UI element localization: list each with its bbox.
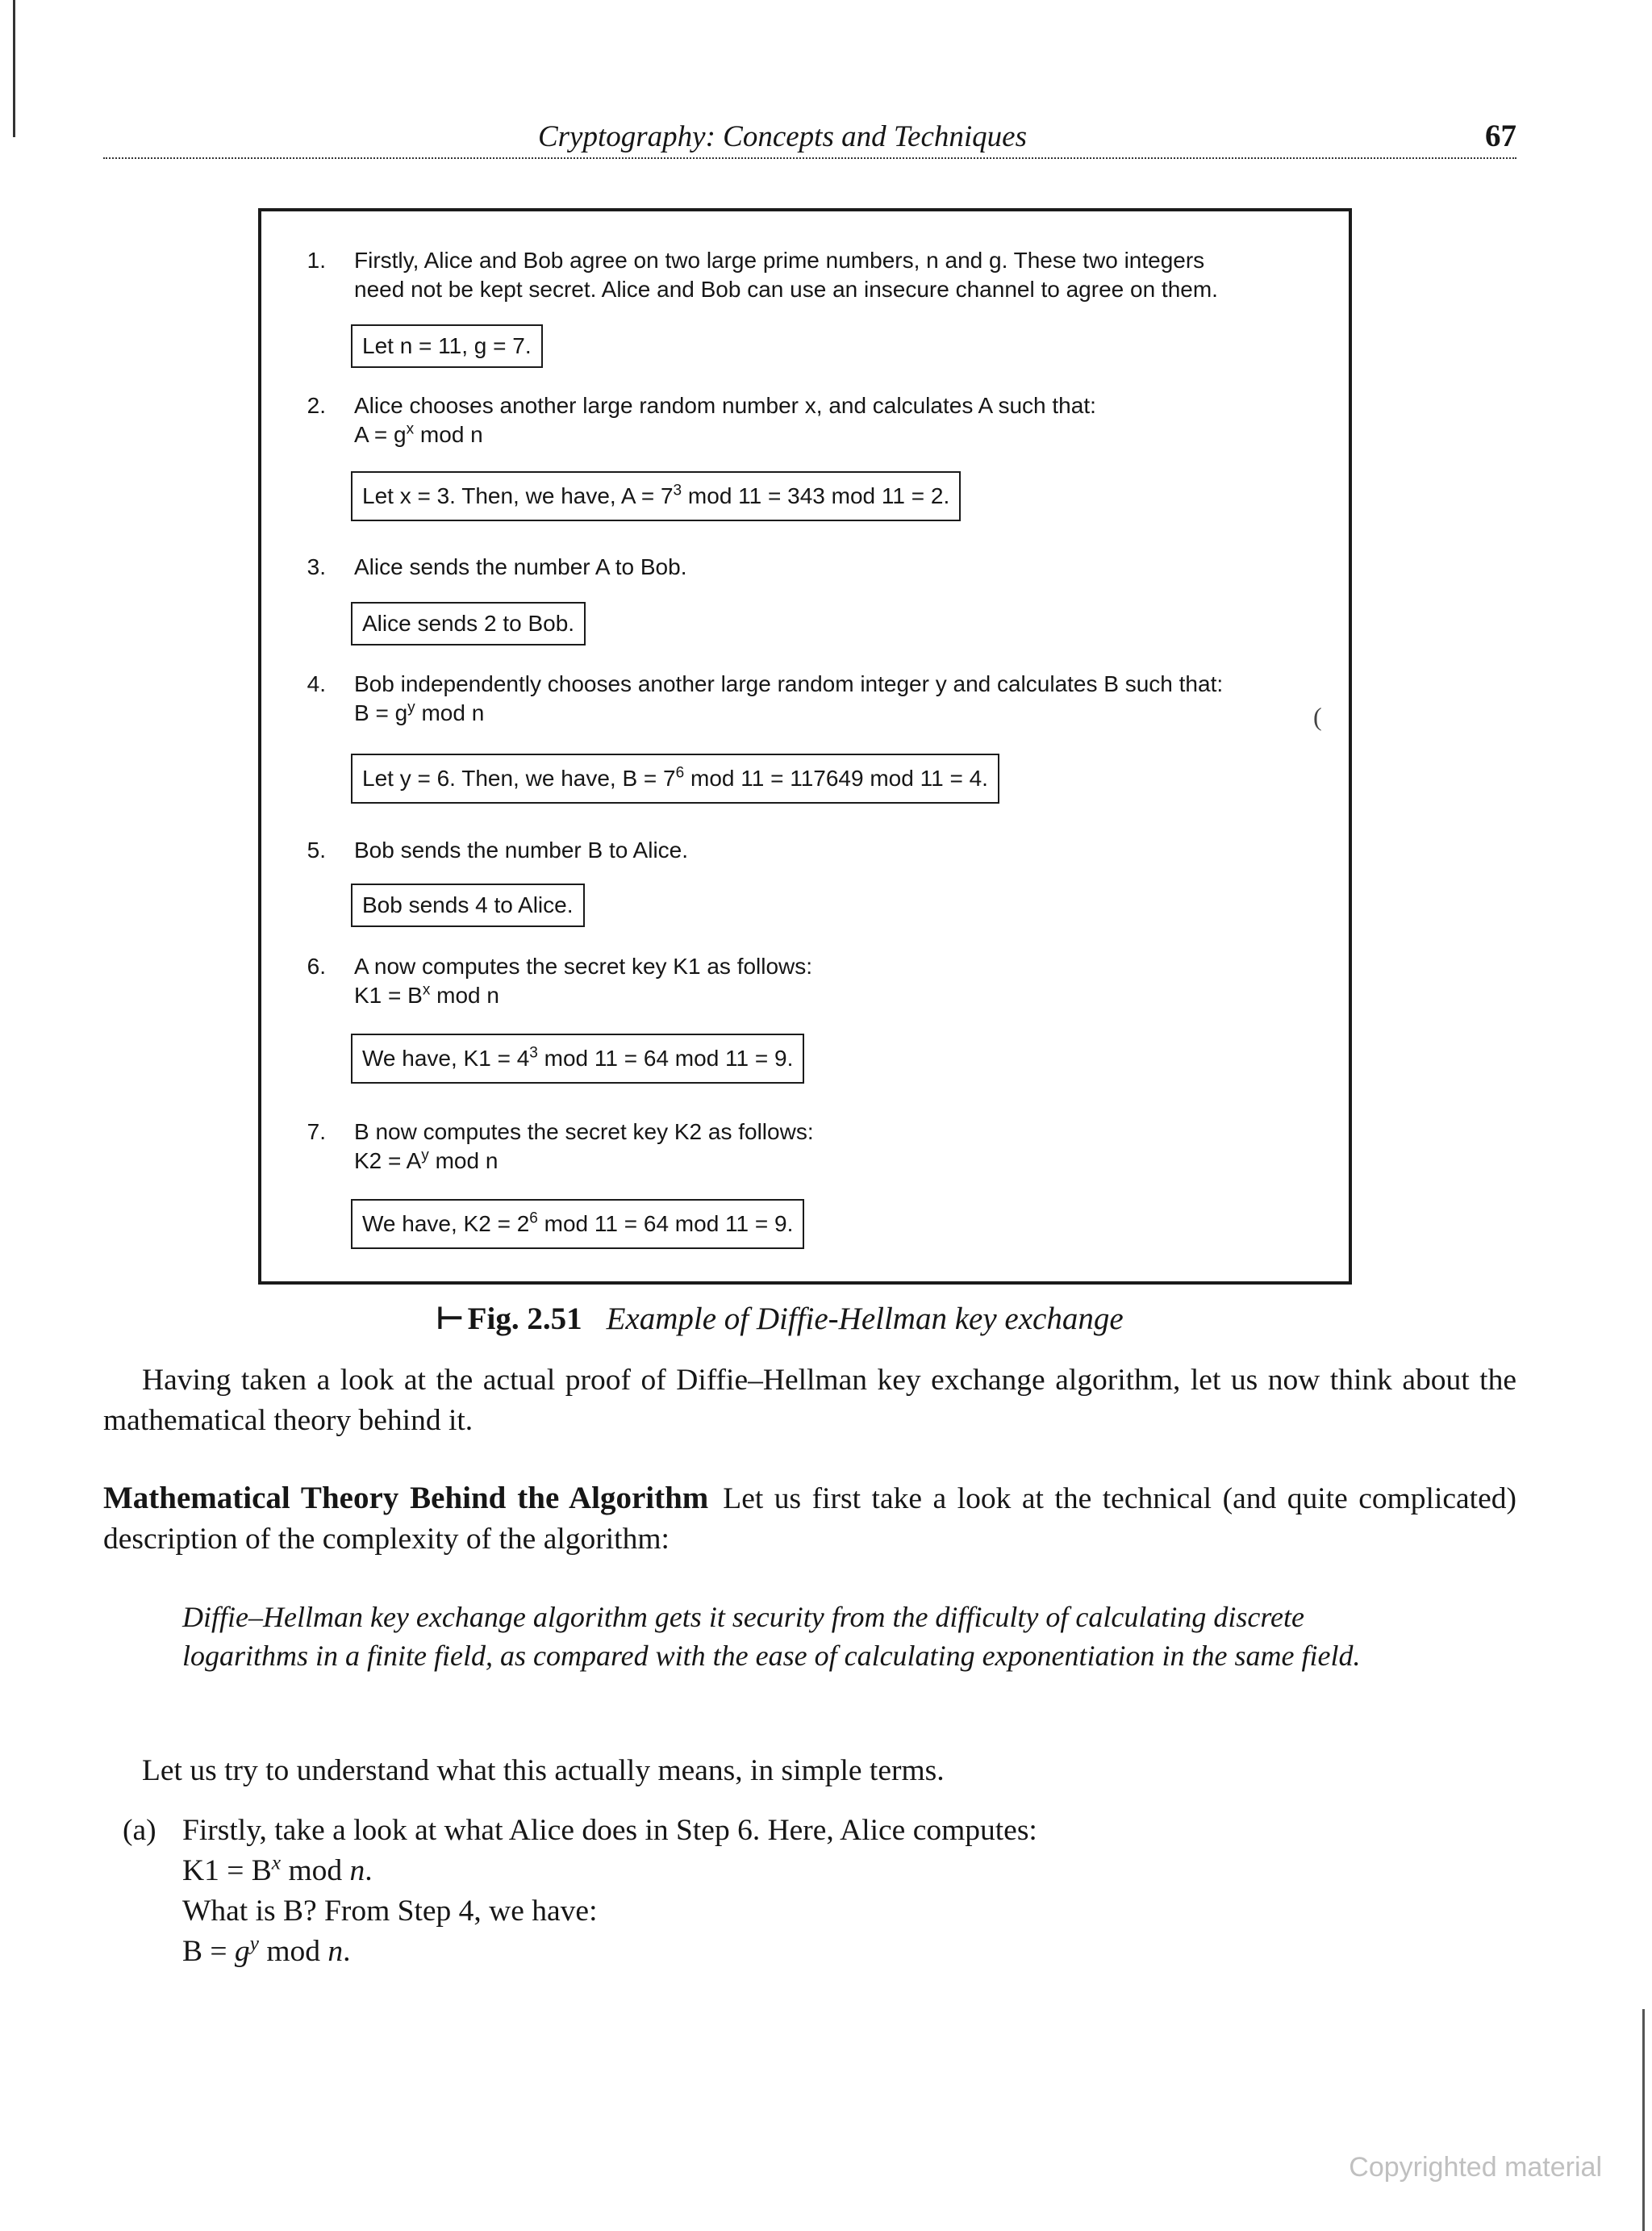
step-2-example-box: Let x = 3. Then, we have, $A = 7^3$ mod 11 = 343 mod 11 = 2. — [351, 471, 961, 521]
step-5-number: 5. — [307, 838, 326, 863]
right-page-edge — [1642, 2009, 1645, 2231]
step-4-number: 4. — [307, 671, 326, 696]
caption-title: Example of Diffie-Hellman key exchange — [606, 1301, 1124, 1336]
step-6-formula: $K1 = B^x$ mod n — [354, 981, 499, 1008]
running-title: Cryptography: Concepts and Techniques — [537, 120, 1027, 153]
step-7-text-line1: B now computes the secret key K2 as follows: — [354, 1119, 814, 1144]
step-7-formula: $K2 = A^y$ mod n — [354, 1147, 499, 1173]
list-item-a-line3: What is B? From Step 4, we have: — [182, 1895, 598, 1928]
step-4-example-box: Let y = 6. Then, we have, $B = 7^6$ mod 11 = 117649 mod 11 = 4. — [351, 754, 999, 804]
step-7-example-box: We have, $K2 = 2^6$ mod 11 = 64 mod 11 = 9. — [351, 1199, 804, 1249]
step-6-number: 6. — [307, 954, 326, 979]
copyright-watermark: Copyrighted material — [1349, 2152, 1602, 2183]
figure-caption — [436, 1301, 1210, 1337]
intro-paragraph: Having taken a look at the actual proof of Diffie–Hellman key exchange algorithm, let us now think about the mathematical theory behind it. — [103, 1364, 1516, 1437]
list-item-a-formula-k1: $K1 = B^x$ mod n. — [182, 1850, 373, 1887]
list-item-a-line1: Firstly, take a look at what Alice does in Step 6. Here, Alice computes: — [182, 1814, 1037, 1847]
step-3-example-box: Alice sends 2 to Bob. — [351, 602, 586, 645]
list-item-a-formula-b: $B = g^y$ mod n. — [182, 1931, 351, 1968]
step-1-text-line1: Firstly, Alice and Bob agree on two large prime numbers, n and g. These two integers — [354, 248, 1205, 273]
step-6-text-line1: A now computes the secret key K1 as follows: — [354, 954, 813, 979]
list-item-a-label: (a) — [123, 1814, 156, 1847]
section-paragraph-text: Let us first take a look at the technical (and quite complicated) description of the complexity of the algorithm: — [103, 1482, 1516, 1556]
step-3-number: 3. — [307, 554, 326, 579]
step-5-example-box: Bob sends 4 to Alice. — [351, 884, 585, 927]
step-2-formula: $A = g^x$ mod n — [354, 420, 483, 447]
step-2-number: 2. — [307, 393, 326, 418]
step-1-number: 1. — [307, 248, 326, 273]
stray-pen-mark: ( — [1313, 702, 1322, 731]
step-4-text-line1: Bob independently chooses another large random integer y and calculates B such that: — [354, 671, 1224, 696]
list-item-a — [182, 1811, 1513, 1972]
step-7-number: 7. — [307, 1119, 326, 1144]
step-1-text-line2: need not be kept secret. Alice and Bob can use an insecure channel to agree on them. — [354, 277, 1218, 302]
step-2-text-line1: Alice chooses another large random number x, and calculates A such that: — [354, 393, 1096, 418]
step-4-formula: $B = g^y$ mod n — [354, 699, 485, 725]
header-rule — [103, 157, 1516, 159]
section-heading: Mathematical Theory Behind the Algorithm — [103, 1481, 709, 1515]
step-3-text-line1: Alice sends the number A to Bob. — [354, 554, 687, 579]
step-5-text-line1: Bob sends the number B to Alice. — [354, 838, 689, 863]
left-page-edge — [13, 0, 15, 137]
caption-label: Fig. 2.51 — [467, 1301, 582, 1336]
section-paragraph — [103, 1478, 1516, 1560]
step-1-example-box: Let n = 11, g = 7. — [351, 324, 543, 368]
caption-tack-icon: ⊢ — [436, 1301, 465, 1336]
block-quote: Diffie–Hellman key exchange algorithm gets it security from the difficulty of calculating discrete logarithms in a finite field, as compared with the ease of calculating exponentiation in the same field. — [182, 1601, 1361, 1672]
step-6-example-box: We have, $K1 = 4^3$ mod 11 = 64 mod 11 = 9. — [351, 1034, 804, 1084]
explanation-paragraph: Let us try to understand what this actually means, in simple terms. — [142, 1754, 945, 1787]
page-number: 67 — [1485, 119, 1516, 153]
